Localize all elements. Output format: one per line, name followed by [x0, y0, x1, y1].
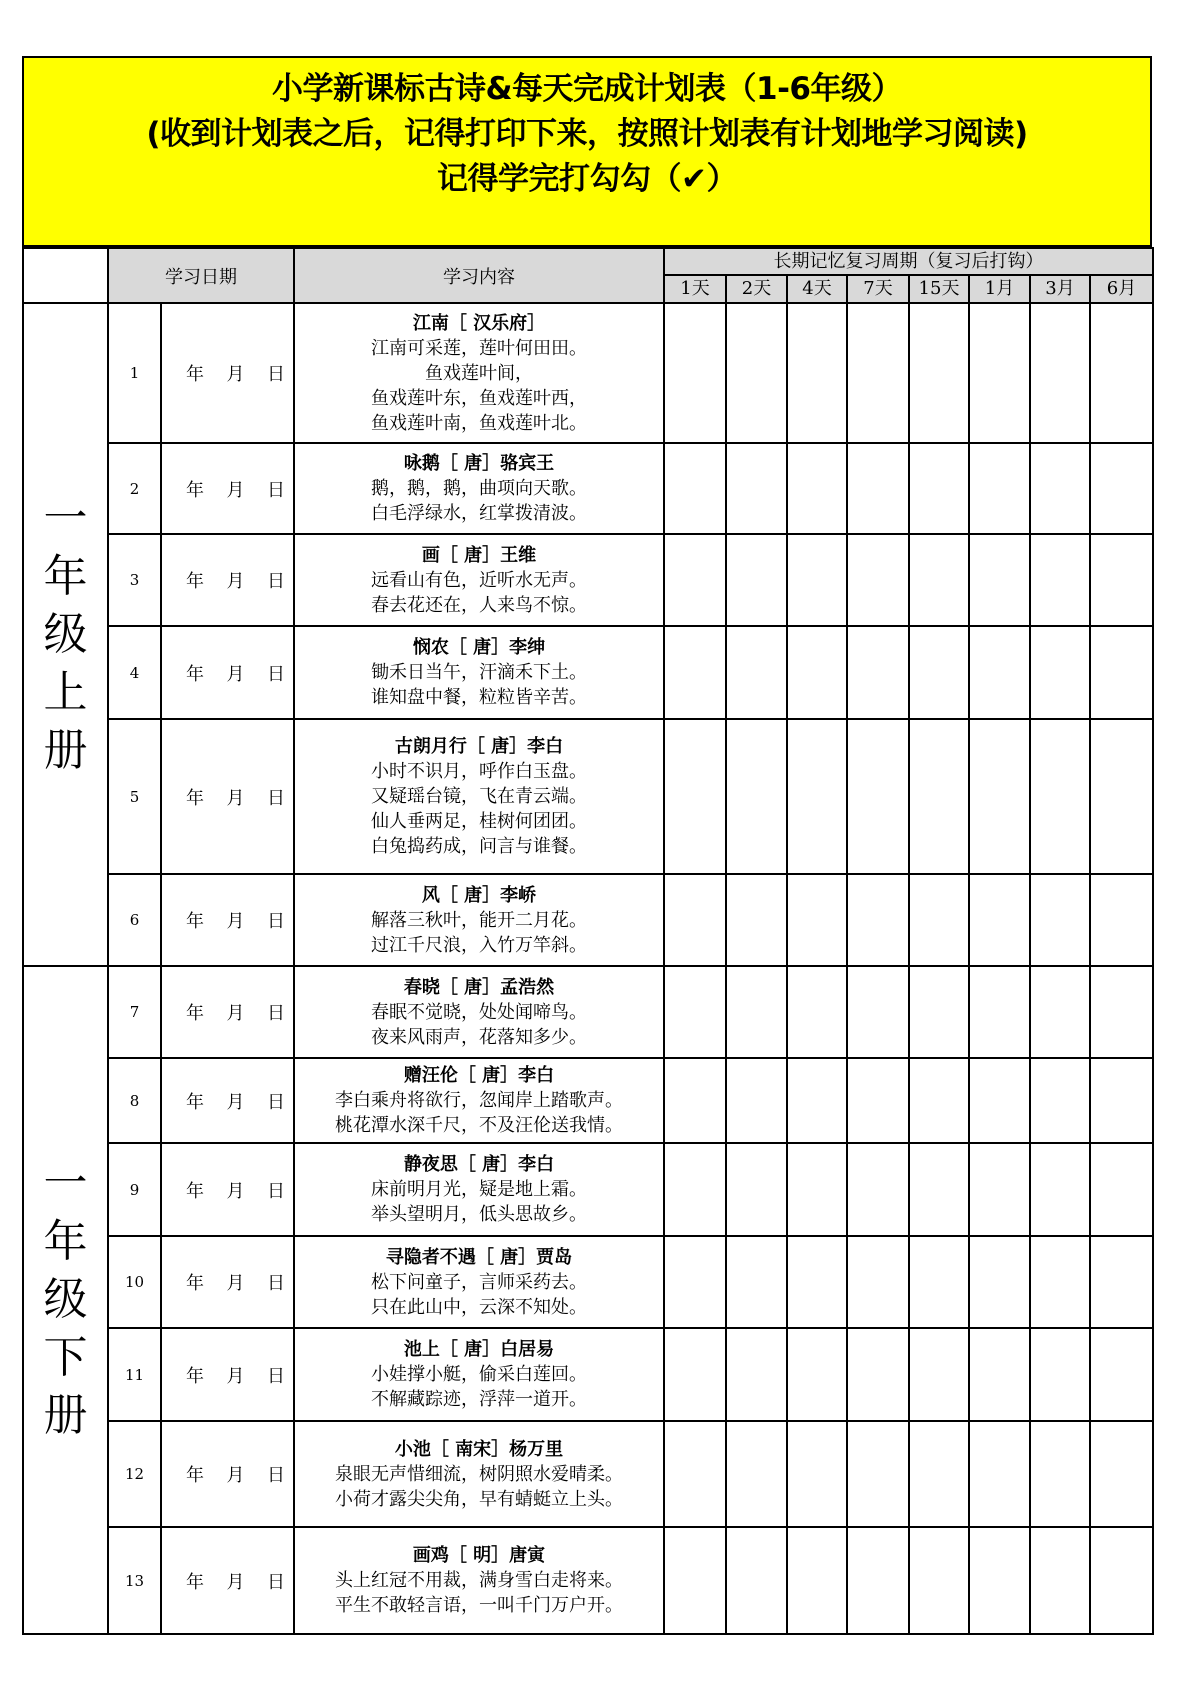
row-number: 9	[108, 1143, 161, 1236]
review-checkbox-cell[interactable]	[664, 303, 726, 443]
poem-title: 画［ 唐］王维	[421, 544, 537, 566]
review-checkbox-cell[interactable]	[1030, 1328, 1090, 1421]
poem-row	[23, 1421, 1153, 1527]
poem-content	[294, 1527, 664, 1634]
review-checkbox-cell[interactable]	[1090, 1236, 1153, 1328]
title-line-3-close: ）	[706, 161, 737, 197]
date-day-label: 日	[267, 1003, 285, 1024]
date-year-label: 年	[186, 364, 204, 385]
poem-row	[23, 1527, 1153, 1634]
review-checkbox-cell[interactable]	[787, 1328, 847, 1421]
review-checkbox-cell[interactable]	[969, 1143, 1030, 1236]
poem-line: 头上红冠不用裁，满身雪白走将来。	[335, 1570, 623, 1591]
section-label-char: 上	[43, 666, 88, 718]
review-checkbox-cell[interactable]	[847, 1143, 909, 1236]
poem-row	[23, 1058, 1153, 1143]
poem-title: 画鸡［ 明］唐寅	[412, 1545, 546, 1566]
poem-content	[294, 1421, 664, 1527]
study-date-field[interactable]	[161, 534, 294, 626]
date-day-label: 日	[267, 1273, 285, 1294]
review-checkbox-cell[interactable]	[847, 1328, 909, 1421]
study-date-field[interactable]	[161, 966, 294, 1058]
date-year-label: 年	[186, 571, 204, 592]
review-checkbox-cell[interactable]	[1090, 1527, 1153, 1634]
poem-row	[23, 443, 1153, 534]
title-line-3-text: 记得学完打勾勾（	[437, 161, 681, 197]
study-date-field[interactable]	[161, 1236, 294, 1328]
review-checkbox-cell[interactable]	[726, 719, 787, 874]
review-checkbox-cell[interactable]	[726, 874, 787, 966]
review-checkbox-cell[interactable]	[787, 1527, 847, 1634]
review-interval-header: 3月	[1030, 275, 1090, 303]
poem-content	[294, 303, 664, 443]
review-checkbox-cell[interactable]	[664, 1421, 726, 1527]
study-date-field[interactable]	[161, 303, 294, 443]
review-checkbox-cell[interactable]	[787, 626, 847, 719]
review-checkbox-cell[interactable]	[1090, 303, 1153, 443]
poem-title: 寻隐者不遇［ 唐］贾岛	[385, 1246, 573, 1268]
review-checkbox-cell[interactable]	[909, 1236, 969, 1328]
row-number: 4	[108, 626, 161, 719]
review-checkbox-cell[interactable]	[726, 534, 787, 626]
date-day-label: 日	[267, 911, 285, 932]
grade-header-blank	[23, 248, 108, 303]
poem-title: 赠汪伦［ 唐］李白	[403, 1065, 555, 1086]
review-checkbox-cell[interactable]	[1030, 1421, 1090, 1527]
review-checkbox-cell[interactable]	[847, 874, 909, 966]
review-checkbox-cell[interactable]	[969, 443, 1030, 534]
review-checkbox-cell[interactable]	[909, 626, 969, 719]
review-checkbox-cell[interactable]	[1090, 1421, 1153, 1527]
review-checkbox-cell[interactable]	[847, 1058, 909, 1143]
review-interval-header: 4天	[787, 275, 847, 303]
row-number: 2	[108, 443, 161, 534]
review-checkbox-cell[interactable]	[847, 303, 909, 443]
poem-content	[294, 966, 664, 1058]
poem-content	[294, 443, 664, 534]
review-checkbox-cell[interactable]	[1030, 1236, 1090, 1328]
poem-line: 小娃撑小艇，偷采白莲回。	[371, 1364, 587, 1385]
review-checkbox-cell[interactable]	[787, 1058, 847, 1143]
review-checkbox-cell[interactable]	[664, 1527, 726, 1634]
review-checkbox-cell[interactable]	[909, 1421, 969, 1527]
date-year-label: 年	[186, 663, 204, 685]
date-day-label: 日	[267, 1571, 285, 1593]
date-year-label: 年	[186, 1091, 204, 1113]
review-checkbox-cell[interactable]	[847, 534, 909, 626]
poem-line: 床前明月光，疑是地上霜。	[371, 1179, 587, 1200]
date-month-label: 月	[226, 479, 245, 501]
row-number: 7	[108, 966, 161, 1058]
review-checkbox-cell[interactable]	[969, 626, 1030, 719]
section-grade1-vol2	[23, 966, 108, 1634]
review-checkbox-cell[interactable]	[726, 1236, 787, 1328]
review-checkbox-cell[interactable]	[664, 1236, 726, 1328]
poem-row	[23, 1328, 1153, 1421]
section-label-char: 级	[43, 608, 88, 660]
poem-line: 江南可采莲，莲叶何田田。	[371, 337, 587, 359]
review-checkbox-cell[interactable]	[664, 534, 726, 626]
header-review-cycle: 长期记忆复习周期（复习后打钩）	[664, 248, 1153, 275]
title-line-3	[437, 157, 737, 202]
poem-title: 古朗月行［ 唐］李白	[394, 736, 564, 757]
poem-line: 仙人垂两足，桂树何团团。	[371, 811, 587, 832]
review-checkbox-cell[interactable]	[1090, 874, 1153, 966]
poem-title: 江南［ 汉乐府］	[412, 312, 546, 334]
poem-row	[23, 1236, 1153, 1328]
header-study-content: 学习内容	[294, 248, 664, 303]
review-checkbox-cell[interactable]	[909, 1058, 969, 1143]
date-day-label: 日	[267, 1091, 285, 1113]
poem-line: 夜来风雨声，花落知多少。	[371, 1026, 587, 1048]
plan-body	[23, 303, 1153, 1634]
title-banner	[22, 56, 1152, 247]
review-checkbox-cell[interactable]	[1030, 303, 1090, 443]
date-month-label: 月	[226, 1571, 245, 1593]
review-checkbox-cell[interactable]	[787, 534, 847, 626]
review-checkbox-cell[interactable]	[787, 443, 847, 534]
poem-content	[294, 1143, 664, 1236]
study-date-field[interactable]	[161, 1143, 294, 1236]
study-date-field[interactable]	[161, 443, 294, 534]
review-checkbox-cell[interactable]	[726, 966, 787, 1058]
review-checkbox-cell[interactable]	[909, 874, 969, 966]
poem-content	[294, 1328, 664, 1421]
review-checkbox-cell[interactable]	[726, 1421, 787, 1527]
date-month-label: 月	[226, 571, 245, 592]
poem-row	[23, 626, 1153, 719]
poem-line: 小荷才露尖尖角，早有蜻蜓立上头。	[335, 1488, 623, 1510]
poem-line: 泉眼无声惜细流，树阴照水爱晴柔。	[335, 1463, 623, 1485]
review-checkbox-cell[interactable]	[909, 1527, 969, 1634]
review-checkbox-cell[interactable]	[1090, 1328, 1153, 1421]
review-checkbox-cell[interactable]	[969, 874, 1030, 966]
poem-line: 白毛浮绿水，红掌拨清波。	[371, 503, 587, 524]
review-checkbox-cell[interactable]	[1090, 966, 1153, 1058]
review-checkbox-cell[interactable]	[909, 534, 969, 626]
review-checkbox-cell[interactable]	[664, 719, 726, 874]
study-date-field[interactable]	[161, 1328, 294, 1421]
review-checkbox-cell[interactable]	[787, 303, 847, 443]
row-number: 10	[108, 1236, 161, 1328]
review-checkbox-cell[interactable]	[1090, 1058, 1153, 1143]
review-checkbox-cell[interactable]	[664, 1143, 726, 1236]
review-checkbox-cell[interactable]	[969, 966, 1030, 1058]
section-label-char: 下	[43, 1332, 88, 1383]
review-checkbox-cell[interactable]	[787, 1236, 847, 1328]
review-checkbox-cell[interactable]	[1090, 719, 1153, 874]
poem-content	[294, 1236, 664, 1328]
poem-line: 鱼戏莲叶东，鱼戏莲叶西，	[371, 387, 587, 409]
poem-line: 白兔捣药成，问言与谁餐。	[371, 836, 587, 857]
date-month-label: 月	[226, 1091, 245, 1113]
study-date-field[interactable]	[161, 874, 294, 966]
review-checkbox-cell[interactable]	[847, 1527, 909, 1634]
section-label-char: 年	[43, 1216, 88, 1267]
poem-line: 解落三秋叶，能开二月花。	[371, 909, 587, 931]
checkmark-icon: ✔	[681, 161, 707, 197]
review-checkbox-cell[interactable]	[726, 1527, 787, 1634]
row-number: 1	[108, 303, 161, 443]
review-checkbox-cell[interactable]	[664, 966, 726, 1058]
poem-content	[294, 534, 664, 626]
review-checkbox-cell[interactable]	[1030, 719, 1090, 874]
study-date-field[interactable]	[161, 1527, 294, 1634]
review-checkbox-cell[interactable]	[847, 443, 909, 534]
review-checkbox-cell[interactable]	[1030, 626, 1090, 719]
poem-title: 风［ 唐］李峤	[421, 884, 537, 906]
review-checkbox-cell[interactable]	[969, 1421, 1030, 1527]
review-interval-header: 1天	[664, 275, 726, 303]
poem-row	[23, 534, 1153, 626]
poem-line: 桃花潭水深千尺，不及汪伦送我情。	[335, 1115, 623, 1136]
date-day-label: 日	[267, 1465, 285, 1486]
section-label-char: 册	[43, 1390, 88, 1441]
poem-line: 春眠不觉晓，处处闻啼鸟。	[371, 1001, 587, 1023]
poem-line: 又疑瑶台镜，飞在青云端。	[371, 786, 587, 807]
poem-line: 松下问童子，言师采药去。	[371, 1271, 587, 1293]
review-checkbox-cell[interactable]	[787, 1421, 847, 1527]
date-year-label: 年	[186, 1571, 204, 1593]
row-number: 6	[108, 874, 161, 966]
date-month-label: 月	[226, 1465, 245, 1486]
review-checkbox-cell[interactable]	[1030, 534, 1090, 626]
date-year-label: 年	[186, 787, 204, 809]
review-checkbox-cell[interactable]	[847, 1421, 909, 1527]
review-interval-header: 1月	[969, 275, 1030, 303]
poem-content	[294, 874, 664, 966]
review-checkbox-cell[interactable]	[969, 1527, 1030, 1634]
review-checkbox-cell[interactable]	[1030, 443, 1090, 534]
review-checkbox-cell[interactable]	[847, 1236, 909, 1328]
review-checkbox-cell[interactable]	[847, 966, 909, 1058]
poem-title: 小池［ 南宋］杨万里	[394, 1438, 564, 1460]
date-year-label: 年	[186, 1273, 204, 1294]
poem-line: 只在此山中，云深不知处。	[371, 1296, 587, 1318]
date-day-label: 日	[267, 1180, 285, 1202]
row-number: 12	[108, 1421, 161, 1527]
header-study-date: 学习日期	[108, 248, 294, 303]
review-interval-header: 15天	[909, 275, 969, 303]
review-checkbox-cell[interactable]	[787, 874, 847, 966]
row-number: 13	[108, 1527, 161, 1634]
date-month-label: 月	[226, 1273, 245, 1294]
review-checkbox-cell[interactable]	[969, 719, 1030, 874]
review-checkbox-cell[interactable]	[969, 1058, 1030, 1143]
poem-title: 静夜思［ 唐］李白	[403, 1154, 555, 1175]
section-label-char: 年	[43, 550, 88, 602]
review-interval-header: 7天	[847, 275, 909, 303]
review-checkbox-cell[interactable]	[787, 719, 847, 874]
review-checkbox-cell[interactable]	[787, 966, 847, 1058]
poem-line: 举头望明月，低头思故乡。	[371, 1204, 587, 1225]
poem-title: 咏鹅［ 唐］骆宾王	[403, 453, 555, 474]
poem-line: 鹅，鹅，鹅，曲项向天歌。	[371, 478, 587, 499]
review-checkbox-cell[interactable]	[969, 1328, 1030, 1421]
review-checkbox-cell[interactable]	[847, 626, 909, 719]
study-date-field[interactable]	[161, 719, 294, 874]
poem-row	[23, 303, 1153, 443]
review-checkbox-cell[interactable]	[1030, 874, 1090, 966]
date-year-label: 年	[186, 1003, 204, 1024]
date-day-label: 日	[267, 1365, 285, 1387]
date-year-label: 年	[186, 1465, 204, 1486]
poem-line: 过江千尺浪，入竹万竿斜。	[371, 934, 587, 956]
title-line-1: 小学新课标古诗&每天完成计划表（1-6年级）	[271, 71, 903, 107]
poem-title: 春晓［ 唐］孟浩然	[403, 976, 555, 998]
review-checkbox-cell[interactable]	[909, 443, 969, 534]
date-month-label: 月	[226, 1365, 245, 1387]
section-label-char: 册	[43, 724, 88, 776]
review-checkbox-cell[interactable]	[909, 719, 969, 874]
review-checkbox-cell[interactable]	[909, 1328, 969, 1421]
date-day-label: 日	[267, 364, 285, 385]
study-date-field[interactable]	[161, 1421, 294, 1527]
review-checkbox-cell[interactable]	[1030, 1058, 1090, 1143]
study-plan-table	[22, 247, 1154, 1635]
poem-title: 池上［ 唐］白居易	[403, 1339, 555, 1360]
review-checkbox-cell[interactable]	[664, 626, 726, 719]
date-year-label: 年	[186, 911, 204, 932]
section-label-char: 一	[43, 1158, 88, 1209]
study-date-field[interactable]	[161, 1058, 294, 1143]
review-checkbox-cell[interactable]	[909, 303, 969, 443]
date-year-label: 年	[186, 479, 204, 501]
date-month-label: 月	[226, 364, 245, 385]
row-number: 8	[108, 1058, 161, 1143]
poem-line: 远看山有色，近听水无声。	[371, 569, 587, 591]
row-number: 3	[108, 534, 161, 626]
date-month-label: 月	[226, 787, 245, 809]
poem-line: 谁知盘中餐，粒粒皆辛苦。	[371, 687, 587, 708]
section-label-char: 级	[43, 1274, 88, 1325]
review-checkbox-cell[interactable]	[909, 966, 969, 1058]
title-line-2: (收到计划表之后，记得打印下来，按照计划表有计划地学习阅读)	[146, 116, 1028, 152]
poem-row	[23, 1143, 1153, 1236]
review-checkbox-cell[interactable]	[664, 1058, 726, 1143]
date-year-label: 年	[186, 1180, 204, 1202]
row-number: 5	[108, 719, 161, 874]
review-checkbox-cell[interactable]	[726, 443, 787, 534]
poem-line: 鱼戏莲叶间，	[425, 362, 533, 384]
date-month-label: 月	[226, 911, 245, 932]
review-checkbox-cell[interactable]	[726, 1328, 787, 1421]
date-day-label: 日	[267, 787, 285, 809]
poem-line: 锄禾日当午，汗滴禾下土。	[371, 662, 587, 683]
study-date-field[interactable]	[161, 626, 294, 719]
poem-content	[294, 1058, 664, 1143]
poem-content	[294, 719, 664, 874]
review-interval-header: 6月	[1090, 275, 1153, 303]
poem-line: 小时不识月，呼作白玉盘。	[371, 761, 587, 782]
section-grade1-vol1	[23, 303, 108, 966]
date-month-label: 月	[226, 1180, 245, 1202]
review-checkbox-cell[interactable]	[1090, 443, 1153, 534]
poem-row	[23, 874, 1153, 966]
poem-line: 平生不敢轻言语，一叫千门万户开。	[335, 1595, 623, 1616]
poem-line: 鱼戏莲叶南，鱼戏莲叶北。	[371, 412, 587, 434]
poem-line: 李白乘舟将欲行，忽闻岸上踏歌声。	[335, 1090, 623, 1111]
review-checkbox-cell[interactable]	[787, 1143, 847, 1236]
review-checkbox-cell[interactable]	[1030, 966, 1090, 1058]
date-month-label: 月	[226, 1003, 245, 1024]
poem-line: 不解藏踪迹，浮萍一道开。	[371, 1389, 587, 1410]
poem-line: 春去花还在，人来鸟不惊。	[371, 594, 587, 616]
section-label-char: 一	[43, 492, 88, 544]
review-checkbox-cell[interactable]	[847, 719, 909, 874]
plan-sheet	[22, 56, 1152, 1635]
review-checkbox-cell[interactable]	[1090, 626, 1153, 719]
date-day-label: 日	[267, 479, 285, 501]
review-checkbox-cell[interactable]	[1090, 534, 1153, 626]
date-year-label: 年	[186, 1365, 204, 1387]
review-checkbox-cell[interactable]	[969, 303, 1030, 443]
date-month-label: 月	[226, 663, 245, 685]
review-checkbox-cell[interactable]	[909, 1143, 969, 1236]
review-interval-header: 2天	[726, 275, 787, 303]
review-checkbox-cell[interactable]	[1030, 1527, 1090, 1634]
review-checkbox-cell[interactable]	[969, 1236, 1030, 1328]
review-checkbox-cell[interactable]	[726, 303, 787, 443]
review-checkbox-cell[interactable]	[1090, 1143, 1153, 1236]
review-checkbox-cell[interactable]	[1030, 1143, 1090, 1236]
review-checkbox-cell[interactable]	[726, 1058, 787, 1143]
date-day-label: 日	[267, 663, 285, 685]
date-day-label: 日	[267, 571, 285, 592]
review-checkbox-cell[interactable]	[726, 1143, 787, 1236]
review-checkbox-cell[interactable]	[664, 874, 726, 966]
poem-row	[23, 719, 1153, 874]
row-number: 11	[108, 1328, 161, 1421]
review-checkbox-cell[interactable]	[726, 626, 787, 719]
poem-title: 悯农［ 唐］李绅	[412, 637, 546, 658]
review-checkbox-cell[interactable]	[969, 534, 1030, 626]
review-checkbox-cell[interactable]	[664, 443, 726, 534]
poem-content	[294, 626, 664, 719]
poem-row	[23, 966, 1153, 1058]
review-checkbox-cell[interactable]	[664, 1328, 726, 1421]
